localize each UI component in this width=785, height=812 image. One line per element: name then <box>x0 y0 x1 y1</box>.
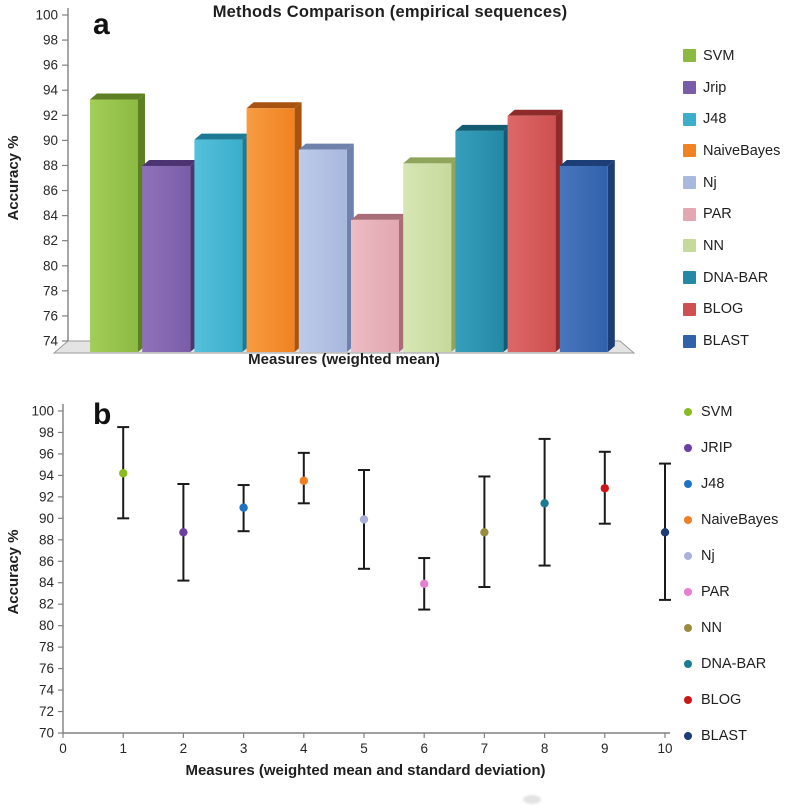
legend-item-naivebayes <box>681 502 778 538</box>
bar-top-face <box>90 93 145 99</box>
legend-item-svm <box>683 40 780 72</box>
panel-b-letter: b <box>93 398 112 431</box>
x-tick-label: 10 <box>657 741 673 756</box>
legend-item-par <box>683 198 780 230</box>
x-tick-label: 1 <box>119 741 127 756</box>
y-tick-label: 92 <box>42 107 58 123</box>
legend-label-par: PAR <box>703 206 732 223</box>
legend-item-nn <box>681 610 778 646</box>
legend-swatch-j48 <box>683 113 696 126</box>
data-point-marker <box>300 477 308 485</box>
data-point-marker <box>661 528 669 536</box>
legend-swatch-jrip <box>684 444 692 452</box>
legend-label-nj: Nj <box>703 174 717 191</box>
x-tick-label: 9 <box>601 741 609 756</box>
legend-swatch-nj <box>684 552 692 560</box>
chart-a-x-axis-title: Measures (weighted mean) <box>248 351 440 368</box>
legend-label-nn: NN <box>701 620 722 636</box>
legend-swatch-naivebayes <box>684 516 692 524</box>
point-par <box>418 558 430 610</box>
point-dna-bar <box>539 439 551 566</box>
bar-top-face <box>299 144 354 150</box>
chart-b-plot <box>0 390 680 762</box>
legend-swatch-svm <box>683 49 696 62</box>
y-tick-label: 90 <box>38 510 54 526</box>
point-blog <box>599 452 611 524</box>
bar-top-face <box>455 125 510 131</box>
x-tick-label: 3 <box>239 741 248 756</box>
legend-swatch-dna-bar <box>683 271 696 284</box>
bar-front-face <box>508 116 556 352</box>
bar-front-face <box>194 140 242 352</box>
data-point-marker <box>480 528 488 536</box>
legend-swatch-blog <box>683 303 696 316</box>
legend-label-dna-bar: DNA-BAR <box>701 656 767 672</box>
y-tick-label: 96 <box>42 57 58 73</box>
legend-item-jrip <box>681 430 778 466</box>
legend-item-nj <box>681 538 778 574</box>
y-tick-label: 98 <box>38 424 54 440</box>
y-tick-label: 86 <box>42 183 58 199</box>
bar-jrip <box>142 160 197 352</box>
legend-item-blast <box>681 718 778 754</box>
legend-swatch-nj <box>683 176 696 189</box>
bar-nn <box>403 157 458 352</box>
legend-label-j48: J48 <box>701 476 725 492</box>
y-tick-label: 70 <box>38 725 54 741</box>
legend-item-dna-bar <box>681 646 778 682</box>
y-tick-label: 76 <box>42 308 58 324</box>
bar-top-face <box>560 160 615 166</box>
y-tick-label: 100 <box>31 403 54 419</box>
data-point-marker <box>601 484 609 492</box>
y-tick-label: 98 <box>42 32 58 48</box>
legend-swatch-blast <box>684 732 692 740</box>
y-tick-label: 72 <box>38 704 54 720</box>
y-tick-label: 94 <box>42 82 58 98</box>
y-tick-label: 84 <box>42 208 58 224</box>
legend-label-nj: Nj <box>701 548 715 564</box>
chart-b-x-axis-title: Measures (weighted mean and standard deviation) <box>185 762 546 779</box>
bar-naivebayes <box>247 102 302 352</box>
chart-a-title: Methods Comparison (empirical sequences) <box>212 3 568 21</box>
legend-label-svm: SVM <box>701 404 733 420</box>
chart-a-legend <box>683 40 780 357</box>
x-tick-label: 4 <box>300 741 308 756</box>
bar-top-face <box>142 160 197 166</box>
legend-swatch-par <box>684 588 692 596</box>
point-svm <box>117 427 129 518</box>
bar-svm <box>90 93 145 352</box>
data-point-marker <box>360 515 368 523</box>
legend-item-svm <box>681 394 778 430</box>
legend-label-blog: BLOG <box>701 692 742 708</box>
data-point-marker <box>420 580 428 588</box>
bar-j48 <box>194 134 249 352</box>
legend-swatch-par <box>683 208 696 221</box>
legend-swatch-naivebayes <box>683 144 696 157</box>
chart-a-plot <box>0 0 680 368</box>
legend-item-nn <box>683 230 780 262</box>
data-point-marker <box>540 499 548 507</box>
legend-label-nn: NN <box>703 237 724 254</box>
y-tick-label: 82 <box>42 233 58 249</box>
y-tick-label: 96 <box>38 446 54 462</box>
bar-front-face <box>351 220 399 352</box>
panel-a <box>0 0 785 390</box>
bar-blog <box>508 110 563 352</box>
legend-item-dna-bar <box>683 262 780 294</box>
legend-label-naivebayes: NaiveBayes <box>701 512 779 528</box>
panel-a-letter: a <box>93 8 110 41</box>
bar-nj <box>299 144 354 352</box>
y-tick-label: 80 <box>42 258 58 274</box>
legend-label-j48: J48 <box>703 111 727 128</box>
legend-item-naivebayes <box>683 135 780 167</box>
y-tick-label: 80 <box>38 618 54 634</box>
bar-front-face <box>247 108 295 352</box>
y-tick-label: 92 <box>38 489 54 505</box>
data-point-marker <box>179 528 187 536</box>
legend-swatch-jrip <box>683 81 696 94</box>
legend-swatch-nn <box>683 239 696 252</box>
x-tick-label: 2 <box>179 741 188 756</box>
bar-top-face <box>194 134 249 140</box>
x-tick-label: 0 <box>59 741 67 756</box>
bar-blast <box>560 160 615 352</box>
bar-front-face <box>560 166 608 352</box>
legend-item-jrip <box>683 72 780 104</box>
y-tick-label: 74 <box>42 333 58 349</box>
legend-swatch-blog <box>684 696 692 704</box>
legend-label-blog: BLOG <box>703 301 744 318</box>
legend-label-par: PAR <box>701 584 730 600</box>
legend-label-blast: BLAST <box>703 333 749 350</box>
bar-top-face <box>351 214 406 220</box>
y-tick-label: 88 <box>42 157 58 173</box>
bar-front-face <box>455 131 503 352</box>
point-j48 <box>238 485 250 531</box>
legend-label-jrip: Jrip <box>703 79 727 96</box>
bar-top-face <box>403 157 458 163</box>
data-point-marker <box>239 503 247 511</box>
point-jrip <box>177 484 189 581</box>
x-tick-label: 8 <box>540 741 549 756</box>
legend-item-nj <box>683 167 780 199</box>
bar-front-face <box>142 166 190 352</box>
smudge-artifact <box>523 795 541 804</box>
legend-swatch-blast <box>683 335 696 348</box>
chart-b-y-axis-title: Accuracy % <box>5 529 22 615</box>
y-tick-label: 74 <box>38 682 54 698</box>
legend-label-blast: BLAST <box>701 728 747 744</box>
legend-label-naivebayes: NaiveBayes <box>703 142 781 159</box>
legend-label-svm: SVM <box>703 47 735 64</box>
panel-b <box>0 390 785 812</box>
point-nj <box>358 470 370 569</box>
y-tick-label: 78 <box>38 639 54 655</box>
legend-item-par <box>681 574 778 610</box>
chart-a-y-axis-title: Accuracy % <box>5 135 22 221</box>
legend-swatch-j48 <box>684 480 692 488</box>
legend-item-blast <box>683 325 780 357</box>
y-tick-label: 94 <box>38 467 54 483</box>
legend-item-blog <box>683 294 780 326</box>
bar-front-face <box>90 99 138 352</box>
bar-par <box>351 214 406 352</box>
x-tick-label: 6 <box>420 741 428 756</box>
bar-side-face <box>608 160 615 352</box>
point-naivebayes <box>298 453 310 503</box>
y-tick-label: 90 <box>42 132 58 148</box>
y-tick-label: 86 <box>38 553 54 569</box>
legend-item-j48 <box>683 103 780 135</box>
legend-item-blog <box>681 682 778 718</box>
bar-top-face <box>508 110 563 116</box>
legend-item-j48 <box>681 466 778 502</box>
bar-front-face <box>299 150 347 352</box>
point-blast <box>659 464 671 600</box>
y-tick-label: 84 <box>38 575 54 591</box>
point-nn <box>478 476 490 587</box>
legend-swatch-dna-bar <box>684 660 692 668</box>
legend-swatch-svm <box>684 408 692 416</box>
x-tick-label: 7 <box>480 741 489 756</box>
y-tick-label: 76 <box>38 661 54 677</box>
bar-top-face <box>247 102 302 108</box>
bar-dna-bar <box>455 125 510 352</box>
y-tick-label: 78 <box>42 283 58 299</box>
legend-label-dna-bar: DNA-BAR <box>703 269 769 286</box>
y-tick-label: 88 <box>38 532 54 548</box>
bar-front-face <box>403 163 451 352</box>
legend-swatch-nn <box>684 624 692 632</box>
data-point-marker <box>119 469 127 477</box>
y-tick-label: 82 <box>38 596 54 612</box>
y-tick-label: 100 <box>35 7 58 23</box>
x-tick-label: 5 <box>360 741 368 756</box>
chart-b-legend <box>681 394 778 754</box>
legend-label-jrip: JRIP <box>701 440 733 456</box>
